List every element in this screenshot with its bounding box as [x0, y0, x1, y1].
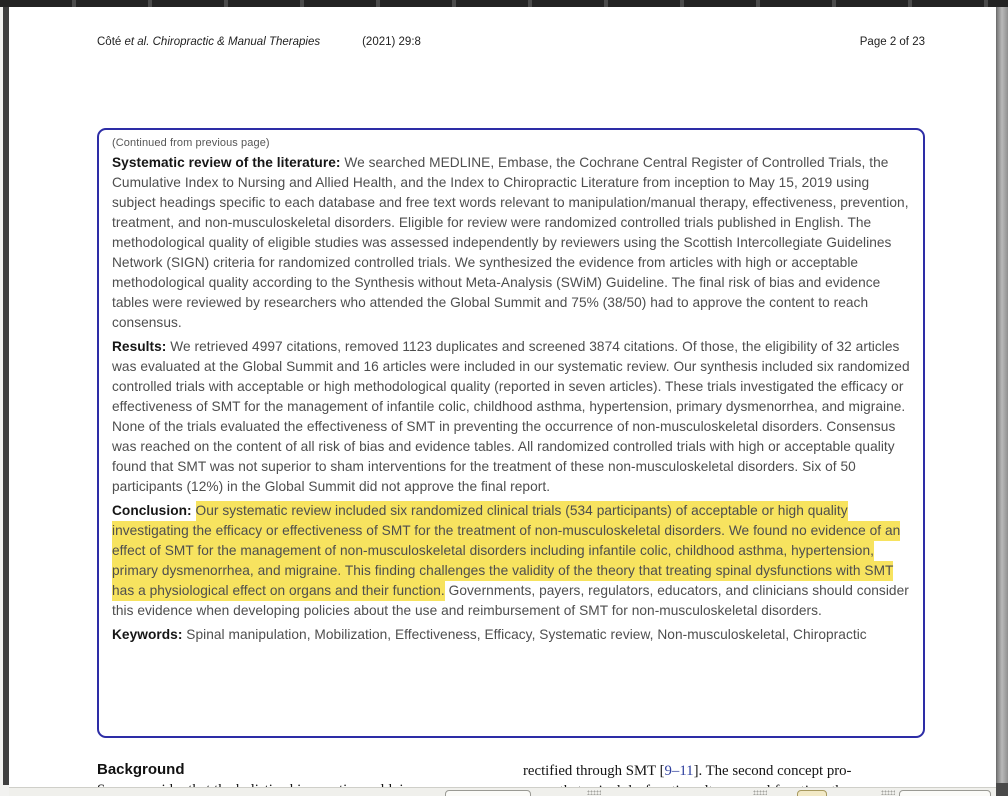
- author-name: Côté: [97, 36, 122, 48]
- page-number: Page 2 of 23: [859, 36, 925, 48]
- keywords-text: Spinal manipulation, Mobilization, Effectiveness, Efficacy, Systematic review, Non-musculoskeletal, Chiropractic: [186, 627, 867, 642]
- highlighted-conclusion-text: Our systematic review included six randomized clinical trials (534 participants) of acceptable or high quality investigating the efficacy or effectiveness of SMT for the treatment of non-musculoskeletal disorders. We found no evidence of an effect of SMT for the management of non-musculoskeletal disorders including infantile colic, childhood asthma, hypertension, primary dysmenorrhea, and migraine. This finding challenges the validity of the theory that treating spinal dysfunctions with SMT has a physiological effect on organs and their function.: [112, 501, 900, 601]
- conclusion-text: Governments, payers, regulators, educators, and clinicians should consider this evidence when developing policies about the use and reimbursement of SMT for non-musculoskeletal disorders.: [112, 583, 909, 618]
- conclusion-label: Conclusion:: [112, 503, 192, 518]
- methods-text: We searched MEDLINE, Embase, the Cochrane Central Register of Controlled Trials, the Cumulative Index to Nursing and Allied Health, and the Index to Chiropractic Literature from inception to May 15, 2019 using subject headings specific to each database and free text words relevant to manipulation/manual therapy, effectiveness, prevention, treatment, and non-musculoskeletal disorders. Eligible for review were randomized controlled trials published in English. The methodological quality of eligible studies was assessed independently by reviewers using the Scottish Intercollegiate Guidelines Network (SIGN) criteria for randomized controlled trials. We synthesized the evidence from articles with high or acceptable methodological quality according to the Synthesis without Meta-Analysis (SWiM) Guideline. The final risk of bias and evidence tables were reviewed by researchers who attended the Global Summit and 75% (38/50) had to approve the content to reach consensus.: [112, 155, 909, 330]
- issue-info: (2021) 29:8: [362, 36, 421, 48]
- partial-button-1[interactable]: [445, 790, 531, 796]
- grip-dots-1: [587, 790, 601, 795]
- abstract-continued-box: [97, 128, 925, 738]
- abstract-section-methods: [112, 153, 910, 333]
- abstract-section-conclusion: [112, 501, 910, 621]
- methods-label: Systematic review of the literature:: [112, 155, 341, 170]
- vertical-scrollbar[interactable]: [996, 7, 1008, 783]
- window-top-edge: [0, 0, 1008, 7]
- right-column-line: [523, 761, 925, 781]
- results-text: We retrieved 4997 citations, removed 1123 duplicates and screened 3874 citations. Of those, the eligibility of 32 articles was evaluated at the Global Summit and 16 articles were included in our systematic review. Our synthesis included six randomized controlled trials with acceptable or high methodological quality (reported in seven articles). These trials investigated the efficacy or effectiveness of SMT for the management of infantile colic, childhood asthma, hypertension, primary dysmenorrhea, and migraine. None of the trials evaluated the effectiveness of SMT in preventing the occurrence of non-musculoskeletal disorders. Consensus was reached on the content of all risk of bias and evidence tables. All randomized controlled trials with high or acceptable quality found that SMT was not superior to sham interventions for the treatment of these non-musculoskeletal disorders. Six of 50 participants (12%) in the Global Summit did not approve the final report.: [112, 339, 910, 494]
- background-heading: Background: [97, 761, 185, 778]
- body-text-pre-ref: rectified through SMT [: [523, 763, 665, 779]
- keywords-label: Keywords:: [112, 627, 183, 642]
- partial-button-2[interactable]: [899, 790, 991, 796]
- journal-title: et al. Chiropractic & Manual Therapies: [124, 36, 321, 48]
- scrollbar-corner: [996, 783, 1008, 796]
- citation-ref-link[interactable]: 9–11: [664, 763, 694, 779]
- cutoff-toolbar-strip: [9, 787, 996, 796]
- grip-dots-2: [753, 790, 767, 795]
- grip-dots-3: [881, 790, 895, 795]
- partial-button-highlighted[interactable]: [797, 790, 827, 796]
- abstract-section-keywords: [112, 625, 910, 645]
- document-page: [9, 7, 996, 796]
- running-header: [97, 36, 925, 52]
- citation-line: [97, 36, 421, 48]
- continued-note: (Continued from previous page): [112, 137, 270, 149]
- abstract-section-results: [112, 337, 910, 497]
- results-label: Results:: [112, 339, 167, 354]
- body-text-post-ref: ]. The second concept pro-: [693, 763, 852, 779]
